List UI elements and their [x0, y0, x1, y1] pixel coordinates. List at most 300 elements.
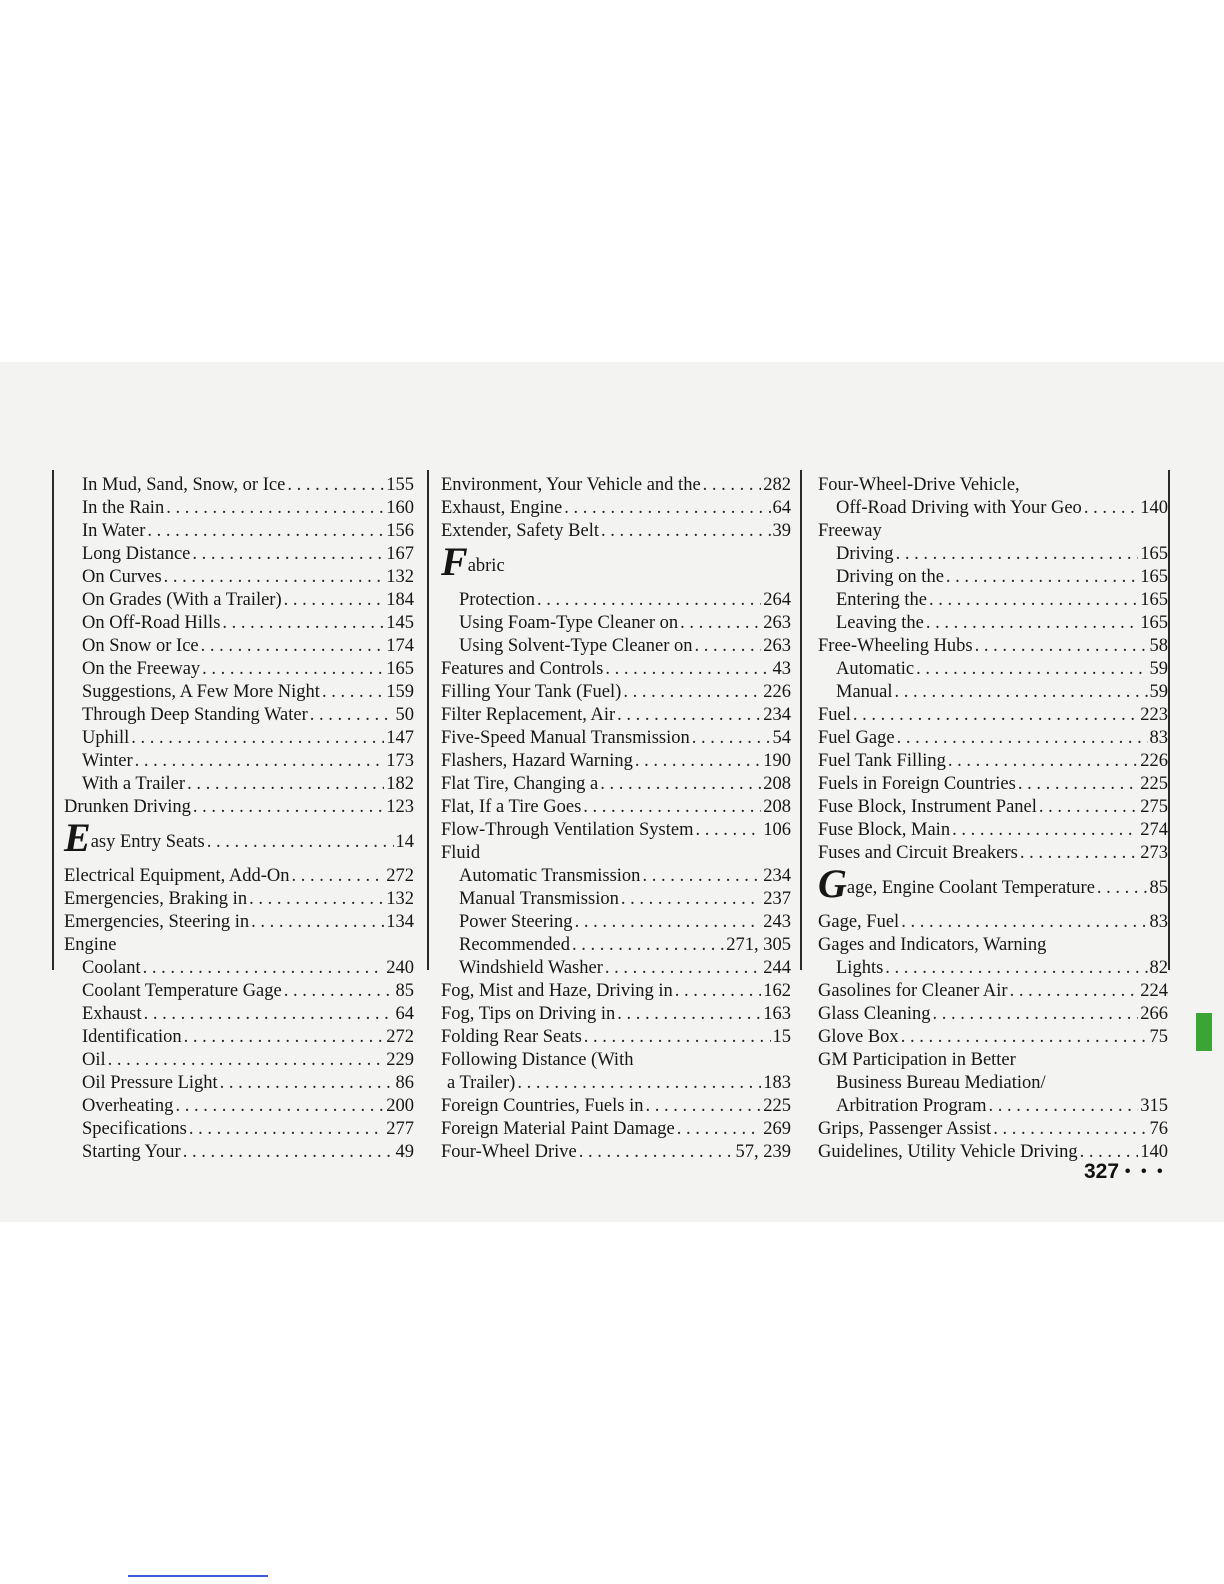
- dot-leader: [579, 1141, 734, 1164]
- index-entry: [441, 635, 791, 658]
- index-entry: [818, 1095, 1168, 1118]
- entry-page[interactable]: 272: [386, 866, 414, 886]
- entry-label: Fuel Tank Filling: [818, 751, 946, 771]
- entry-label: Protection: [459, 590, 536, 610]
- dot-leader: [703, 474, 762, 497]
- dot-leader: [601, 520, 771, 543]
- index-entry: [441, 1026, 791, 1049]
- entry-label: a Trailer): [447, 1073, 516, 1093]
- entry-page[interactable]: 54: [772, 728, 791, 748]
- entry-page[interactable]: 76: [1149, 1119, 1168, 1139]
- index-entry: [818, 1003, 1168, 1026]
- entry-label: Free-Wheeling Hubs: [818, 636, 973, 656]
- index-entry: [818, 520, 1168, 543]
- dot-leader: [617, 1003, 761, 1026]
- dot-leader: [948, 750, 1138, 773]
- entry-label: On the Freeway: [82, 659, 201, 679]
- dot-leader: [1084, 497, 1138, 520]
- dot-leader: [901, 911, 1147, 934]
- entry-page[interactable]: 64: [395, 1004, 414, 1024]
- entry-label: Driving: [836, 544, 894, 564]
- entry-page[interactable]: 123: [386, 797, 414, 817]
- column-rule-right: [800, 470, 802, 970]
- entry-page[interactable]: 225: [1140, 774, 1168, 794]
- dot-leader: [853, 704, 1138, 727]
- entry-text: [64, 814, 205, 865]
- dot-leader: [989, 1095, 1139, 1118]
- index-entry: [818, 566, 1168, 589]
- index-entry: [818, 612, 1168, 635]
- entry-label: Gages and Indicators, Warning: [818, 935, 1047, 955]
- dot-leader: [220, 1072, 394, 1095]
- entry-label: Fuel Gage: [818, 728, 895, 748]
- entry-label: Filling Your Tank (Fuel): [441, 682, 622, 702]
- dot-leader: [164, 566, 385, 589]
- entry-label: Drunken Driving: [64, 797, 191, 817]
- entry-text: [82, 520, 145, 543]
- dot-leader: [895, 681, 1148, 704]
- entry-text: [818, 819, 950, 842]
- dot-leader: [564, 497, 770, 520]
- index-entry: [818, 934, 1168, 957]
- index-entry: [64, 911, 414, 934]
- entry-page[interactable]: 183: [763, 1073, 791, 1093]
- entry-label: Fuse Block, Main: [818, 820, 951, 840]
- entry-text: [818, 520, 882, 543]
- index-entry: [64, 1118, 414, 1141]
- entry-page[interactable]: 263: [763, 636, 791, 656]
- entry-text: [459, 589, 535, 612]
- entry-label: Oil: [82, 1050, 106, 1070]
- index-entry: [441, 1118, 791, 1141]
- dot-leader: [187, 773, 384, 796]
- entry-text: [441, 497, 562, 520]
- entry-page[interactable]: 174: [386, 636, 414, 656]
- index-entry: [441, 980, 791, 1003]
- entry-page[interactable]: 182: [386, 774, 414, 794]
- section-tab-marker[interactable]: [1196, 1013, 1212, 1051]
- entry-label: Coolant: [82, 958, 141, 978]
- entry-label: Flashers, Hazard Warning: [441, 751, 633, 771]
- entry-page[interactable]: 272: [386, 1027, 414, 1047]
- entry-page[interactable]: 39: [772, 521, 791, 541]
- index-entry: [818, 497, 1168, 520]
- index-entry: [818, 773, 1168, 796]
- dot-leader: [310, 704, 394, 727]
- index-entry: [64, 934, 414, 957]
- entry-text: [441, 1049, 633, 1072]
- entry-label: Business Bureau Mediation/: [836, 1073, 1046, 1093]
- entry-page[interactable]: 132: [386, 889, 414, 909]
- index-entry: [441, 1072, 791, 1095]
- entry-text: [64, 865, 290, 888]
- entry-page[interactable]: 75: [1149, 1027, 1168, 1047]
- dot-leader: [677, 1118, 761, 1141]
- index-entry: [441, 497, 791, 520]
- entry-label: Automatic Transmission: [459, 866, 641, 886]
- index-entry: [64, 815, 414, 865]
- entry-text: [82, 1141, 181, 1164]
- dot-leader: [207, 819, 394, 865]
- index-entry: [441, 1049, 791, 1072]
- entry-page[interactable]: 190: [763, 751, 791, 771]
- entry-page[interactable]: 243: [763, 912, 791, 932]
- entry-text: [459, 911, 573, 934]
- index-entry: [441, 727, 791, 750]
- entry-text: [459, 888, 619, 911]
- bottom-rule: [128, 1575, 268, 1577]
- entry-text: [441, 538, 505, 589]
- entry-text: [818, 1118, 991, 1141]
- entry-text: [818, 727, 895, 750]
- dot-leader: [131, 727, 384, 750]
- entry-page[interactable]: 234: [763, 866, 791, 886]
- entry-page[interactable]: 264: [763, 590, 791, 610]
- dot-leader: [284, 589, 385, 612]
- index-entry: [64, 957, 414, 980]
- entry-text: [836, 1095, 987, 1118]
- entry-page[interactable]: 14: [395, 832, 414, 852]
- entry-page[interactable]: 57, 239: [735, 1142, 791, 1162]
- entry-label: Windshield Washer: [459, 958, 603, 978]
- entry-page[interactable]: 160: [386, 498, 414, 518]
- entry-label: Long Distance: [82, 544, 191, 564]
- entry-page[interactable]: 86: [395, 1073, 414, 1093]
- index-entry: [64, 474, 414, 497]
- index-entry: [64, 865, 414, 888]
- dot-leader: [617, 704, 761, 727]
- entry-page[interactable]: 226: [763, 682, 791, 702]
- dot-leader: [108, 1049, 385, 1072]
- entry-page[interactable]: 240: [386, 958, 414, 978]
- entry-label: Engine: [64, 935, 117, 955]
- entry-text: [441, 681, 621, 704]
- entry-label: Starting Your: [82, 1142, 181, 1162]
- entry-label: Guidelines, Utility Vehicle Driving: [818, 1142, 1078, 1162]
- dot-leader: [583, 796, 761, 819]
- entry-text: [82, 1072, 218, 1095]
- dot-leader: [249, 888, 384, 911]
- index-entry: [818, 1118, 1168, 1141]
- entry-page[interactable]: 134: [386, 912, 414, 932]
- dot-leader: [201, 635, 385, 658]
- entry-text: [818, 635, 973, 658]
- dot-leader: [695, 635, 762, 658]
- entry-page[interactable]: 132: [386, 567, 414, 587]
- dot-leader: [222, 612, 384, 635]
- entry-text: [82, 1003, 142, 1026]
- entry-text: [441, 658, 603, 681]
- entry-page[interactable]: 145: [386, 613, 414, 633]
- dot-leader: [517, 1072, 761, 1095]
- index-entry: [818, 658, 1168, 681]
- dot-leader: [885, 957, 1147, 980]
- entry-page[interactable]: 85: [1149, 878, 1168, 898]
- index-entry: [64, 681, 414, 704]
- entry-text: [441, 1026, 582, 1049]
- entry-text: [818, 750, 946, 773]
- entry-text: [818, 934, 1046, 957]
- entry-page[interactable]: 140: [1140, 1142, 1168, 1162]
- index-entry: [441, 681, 791, 704]
- dot-leader: [143, 957, 385, 980]
- entry-page[interactable]: 244: [763, 958, 791, 978]
- entry-page[interactable]: 275: [1140, 797, 1168, 817]
- entry-text: [82, 635, 199, 658]
- dot-leader: [584, 1026, 771, 1049]
- index-entry: [441, 589, 791, 612]
- index-entry: [441, 819, 791, 842]
- dot-leader: [952, 819, 1138, 842]
- entry-text: [441, 980, 673, 1003]
- dot-leader: [184, 1026, 385, 1049]
- entry-label: Exhaust, Engine: [441, 498, 563, 518]
- entry-text: [818, 1026, 899, 1049]
- index-entry: [441, 1003, 791, 1026]
- entry-text: [836, 612, 924, 635]
- entry-label: age, Engine Coolant Temperature: [846, 878, 1095, 898]
- index-entry: [441, 658, 791, 681]
- entry-label: In Mud, Sand, Snow, or Ice: [82, 475, 286, 495]
- entry-page[interactable]: 277: [386, 1119, 414, 1139]
- entry-text: [836, 681, 893, 704]
- entry-page[interactable]: 266: [1140, 1004, 1168, 1024]
- entry-label: Winter: [82, 751, 133, 771]
- entry-label: Leaving the: [836, 613, 924, 633]
- entry-text: [836, 658, 914, 681]
- entry-label: Driving on the: [836, 567, 944, 587]
- entry-page[interactable]: 140: [1140, 498, 1168, 518]
- index-entry: [818, 474, 1168, 497]
- entry-label: On Grades (With a Trailer): [82, 590, 282, 610]
- entry-text: [441, 474, 701, 497]
- entry-text: [82, 1049, 106, 1072]
- index-entry: [64, 612, 414, 635]
- entry-page[interactable]: 282: [763, 475, 791, 495]
- entry-label: Grips, Passenger Assist: [818, 1119, 992, 1139]
- entry-label: Fog, Tips on Driving in: [441, 1004, 616, 1024]
- entry-page[interactable]: 85: [395, 981, 414, 1001]
- section-letter: F: [441, 539, 468, 584]
- entry-page[interactable]: 226: [1140, 751, 1168, 771]
- entry-page[interactable]: 167: [386, 544, 414, 564]
- entry-text: [836, 1072, 1046, 1095]
- entry-text: [441, 1141, 577, 1164]
- entry-page[interactable]: 165: [1140, 544, 1168, 564]
- entry-page[interactable]: 165: [386, 659, 414, 679]
- index-entry: [64, 589, 414, 612]
- index-entry: [64, 888, 414, 911]
- entry-page[interactable]: 83: [1149, 912, 1168, 932]
- section-letter: E: [64, 815, 91, 860]
- dot-leader: [572, 934, 724, 957]
- entry-page[interactable]: 165: [1140, 613, 1168, 633]
- entry-text: [836, 497, 1082, 520]
- entry-page[interactable]: 82: [1149, 958, 1168, 978]
- entry-page[interactable]: 147: [386, 728, 414, 748]
- index-entry: [818, 750, 1168, 773]
- entry-label: Overheating: [82, 1096, 174, 1116]
- entry-page[interactable]: 59: [1149, 682, 1168, 702]
- entry-page[interactable]: 271, 305: [726, 935, 791, 955]
- entry-page[interactable]: 106: [763, 820, 791, 840]
- entry-label: Features and Controls: [441, 659, 604, 679]
- dot-leader: [946, 566, 1138, 589]
- dot-leader: [933, 1003, 1139, 1026]
- entry-page[interactable]: 208: [763, 774, 791, 794]
- column-rule-edge: [1168, 470, 1170, 970]
- entry-page[interactable]: 163: [763, 1004, 791, 1024]
- entry-label: Gasolines for Cleaner Air: [818, 981, 1008, 1001]
- entry-text: [441, 1003, 615, 1026]
- index-entry: [441, 911, 791, 934]
- entry-text: [818, 704, 851, 727]
- entry-text: [441, 819, 694, 842]
- entry-page[interactable]: 64: [772, 498, 791, 518]
- entry-text: [441, 704, 615, 727]
- entry-label: Using Foam-Type Cleaner on: [459, 613, 679, 633]
- entry-page[interactable]: 165: [1140, 567, 1168, 587]
- entry-page[interactable]: 237: [763, 889, 791, 909]
- dot-leader: [929, 589, 1138, 612]
- dot-leader: [916, 658, 1147, 681]
- index-entry: [64, 980, 414, 1003]
- index-entry: [441, 612, 791, 635]
- entry-label: Electrical Equipment, Add-On: [64, 866, 290, 886]
- column-rule-middle: [427, 470, 429, 970]
- dot-leader: [189, 1118, 384, 1141]
- dot-leader: [202, 658, 384, 681]
- entry-label: On Curves: [82, 567, 162, 587]
- entry-page[interactable]: 173: [386, 751, 414, 771]
- entry-text: [64, 934, 116, 957]
- entry-page[interactable]: 223: [1140, 705, 1168, 725]
- entry-page[interactable]: 184: [386, 590, 414, 610]
- entry-label: Foreign Material Paint Damage: [441, 1119, 675, 1139]
- entry-text: [82, 957, 141, 980]
- index-entry: [818, 727, 1168, 750]
- entry-page[interactable]: 234: [763, 705, 791, 725]
- index-entry: [64, 543, 414, 566]
- entry-page[interactable]: 43: [772, 659, 791, 679]
- entry-text: [64, 911, 249, 934]
- dot-leader: [926, 612, 1138, 635]
- entry-text: [818, 796, 1037, 819]
- entry-page[interactable]: 224: [1140, 981, 1168, 1001]
- entry-label: On Snow or Ice: [82, 636, 199, 656]
- entry-page[interactable]: 263: [763, 613, 791, 633]
- entry-page[interactable]: 155: [386, 475, 414, 495]
- entry-page[interactable]: 162: [763, 981, 791, 1001]
- entry-text: [836, 543, 894, 566]
- entry-label: Uphill: [82, 728, 130, 748]
- index-entry: [818, 543, 1168, 566]
- index-column-3: [818, 474, 1168, 1164]
- entry-text: [82, 589, 282, 612]
- entry-text: [441, 1095, 643, 1118]
- entry-page[interactable]: 159: [386, 682, 414, 702]
- index-entry: [64, 1095, 414, 1118]
- entry-text: [82, 566, 162, 589]
- index-entry: [441, 957, 791, 980]
- entry-label: Manual: [836, 682, 893, 702]
- entry-label: Filter Replacement, Air: [441, 705, 616, 725]
- index-entry: [64, 497, 414, 520]
- index-entry: [818, 957, 1168, 980]
- dot-leader: [993, 1118, 1147, 1141]
- entry-text: [447, 1072, 515, 1095]
- entry-page[interactable]: 229: [386, 1050, 414, 1070]
- dot-leader: [645, 1095, 761, 1118]
- dot-leader: [284, 980, 394, 1003]
- dot-leader: [605, 658, 770, 681]
- page-number-value: 327: [1084, 1160, 1120, 1183]
- entry-page[interactable]: 269: [763, 1119, 791, 1139]
- entry-page[interactable]: 59: [1149, 659, 1168, 679]
- entry-text: [459, 635, 693, 658]
- entry-label: Suggestions, A Few More Night: [82, 682, 320, 702]
- index-entry: [64, 773, 414, 796]
- dot-leader: [322, 681, 384, 704]
- entry-label: Gage, Fuel: [818, 912, 900, 932]
- index-entry: [818, 980, 1168, 1003]
- dot-leader: [621, 888, 761, 911]
- entry-label: Fuses and Circuit Breakers: [818, 843, 1018, 863]
- entry-label: Identification: [82, 1027, 182, 1047]
- dot-leader: [605, 957, 761, 980]
- entry-text: [441, 1118, 675, 1141]
- entry-page[interactable]: 225: [763, 1096, 791, 1116]
- entry-text: [459, 612, 678, 635]
- entry-text: [836, 589, 927, 612]
- entry-text: [82, 474, 285, 497]
- entry-label: Power Steering: [459, 912, 573, 932]
- index-entry: [818, 1072, 1168, 1095]
- entry-page[interactable]: 273: [1140, 843, 1168, 863]
- entry-text: [836, 957, 883, 980]
- entry-text: [441, 727, 690, 750]
- entry-page[interactable]: 58: [1149, 636, 1168, 656]
- entry-label: Using Solvent-Type Cleaner on: [459, 636, 693, 656]
- dot-leader: [135, 750, 385, 773]
- dot-leader: [1039, 796, 1138, 819]
- entry-label: In Water: [82, 521, 146, 541]
- entry-page[interactable]: 49: [395, 1142, 414, 1162]
- entry-label: Lights: [836, 958, 884, 978]
- index-column-2: [441, 474, 791, 1164]
- entry-page[interactable]: 274: [1140, 820, 1168, 840]
- index-entry: [441, 474, 791, 497]
- entry-page[interactable]: 315: [1140, 1096, 1168, 1116]
- index-entry: [64, 704, 414, 727]
- entry-page[interactable]: 208: [763, 797, 791, 817]
- dot-leader: [692, 727, 771, 750]
- entry-page[interactable]: 83: [1149, 728, 1168, 748]
- entry-label: Folding Rear Seats: [441, 1027, 582, 1047]
- index-entry: [441, 539, 791, 589]
- entry-page[interactable]: 165: [1140, 590, 1168, 610]
- entry-page[interactable]: 15: [772, 1027, 791, 1047]
- entry-label: Specifications: [82, 1119, 187, 1139]
- entry-page[interactable]: 200: [386, 1096, 414, 1116]
- entry-label: Fuels in Foreign Countries: [818, 774, 1016, 794]
- entry-text: [818, 474, 1020, 497]
- entry-page[interactable]: 156: [386, 521, 414, 541]
- entry-page[interactable]: 50: [395, 705, 414, 725]
- dot-leader: [675, 980, 762, 1003]
- dot-leader: [575, 911, 762, 934]
- entry-text: [82, 1026, 182, 1049]
